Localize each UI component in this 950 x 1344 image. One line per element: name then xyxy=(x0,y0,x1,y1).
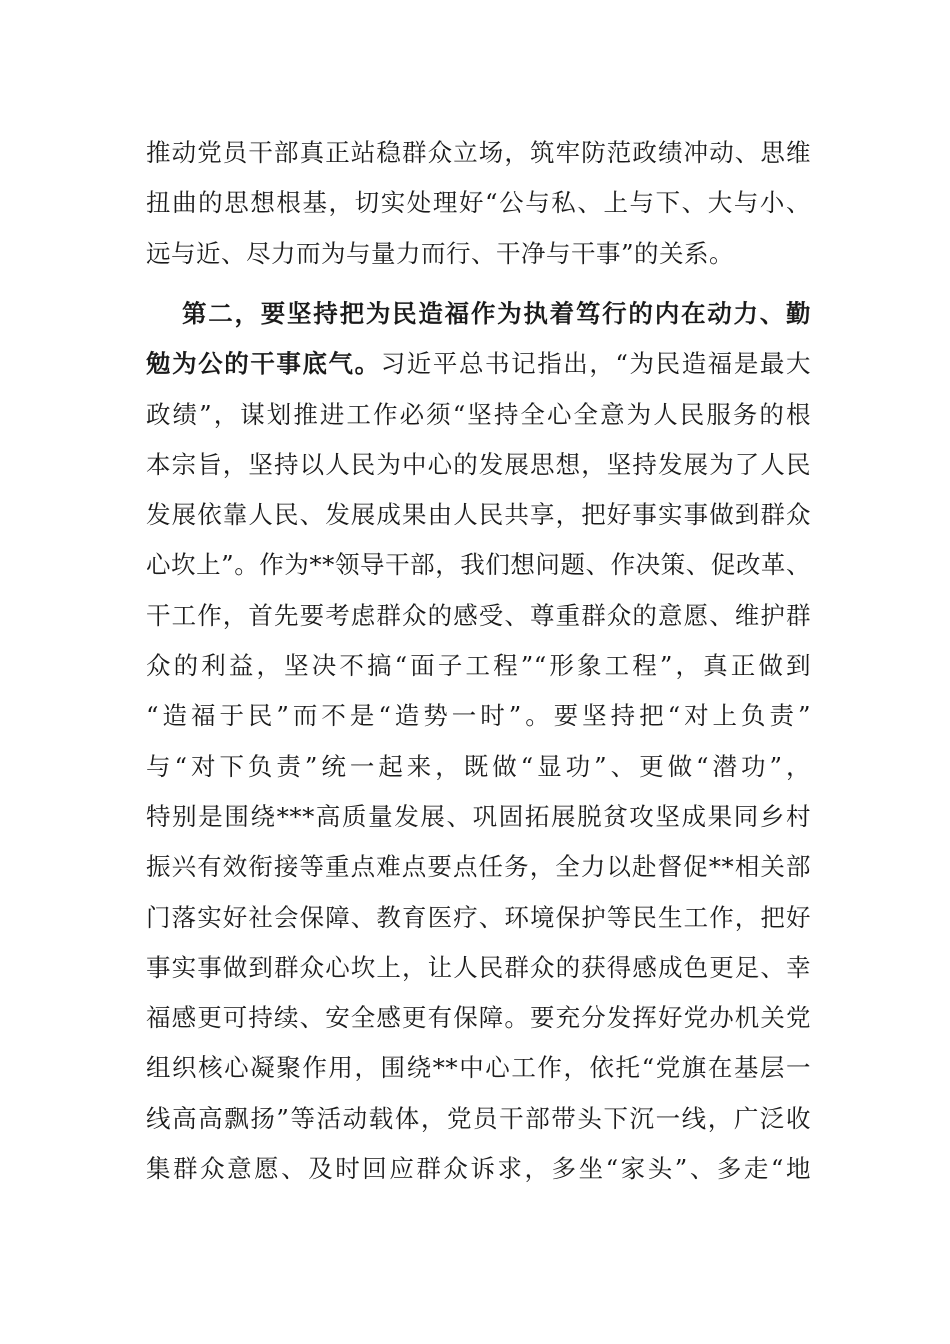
text-line: 众的利益，坚决不搞“面子工程”“形象工程”，真正做到 xyxy=(146,651,811,681)
text-line: 振兴有效衔接等重点难点要点任务，全力以赴督促**相关部 xyxy=(146,852,811,882)
text-line: 干工作，首先要考虑群众的感受、尊重群众的意愿、维护群 xyxy=(146,600,811,630)
text-segment: 习近平总书记指出，“为民造福是最大 xyxy=(380,349,812,379)
text-line: 与“对下负责”统一起来，既做“显功”、更做“潜功”， xyxy=(146,751,811,781)
text-line: 推动党员干部真正站稳群众立场，筑牢防范政绩冲动、思维 xyxy=(146,138,811,167)
text-line: 门落实好社会保障、教育医疗、环境保护等民生工作，把好 xyxy=(146,902,811,932)
text-line: 本宗旨，坚持以人民为中心的发展思想，坚持发展为了人民 xyxy=(146,449,811,479)
text-line: 政绩”，谋划推进工作必须“坚持全心全意为人民服务的根 xyxy=(146,399,811,429)
paragraph-heading-tail: 勉为公的干事底气。 xyxy=(146,349,381,379)
text-line: 集群众意愿、及时回应群众诉求，多坐“家头”、多走“地 xyxy=(146,1154,811,1184)
text-line: “造福于民”而不是“造势一时”。要坚持把“对上负责” xyxy=(146,701,811,731)
text-line: 远与近、尽力而为与量力而行、干净与干事”的关系。 xyxy=(146,238,735,268)
text-line: 心坎上”。作为**领导干部，我们想问题、作决策、促改革、 xyxy=(146,550,811,580)
text-line: 特别是围绕***高质量发展、巩固拓展脱贫攻坚成果同乡村 xyxy=(146,801,811,831)
text-line: 事实事做到群众心坎上，让人民群众的获得感成色更足、幸 xyxy=(146,952,811,982)
text-line: 发展依靠人民、发展成果由人民共享，把好事实事做到群众 xyxy=(146,500,811,530)
text-line-mixed xyxy=(146,339,811,389)
text-line: 组织核心凝聚作用，围绕**中心工作，依托“党旗在基层一 xyxy=(146,1053,811,1083)
text-line: 福感更可持续、安全感更有保障。要充分发挥好党办机关党 xyxy=(146,1003,811,1033)
paragraph-heading-line: 第二，要坚持把为民造福作为执着笃行的内在动力、勤 xyxy=(182,299,811,328)
paragraph-continuation xyxy=(146,128,811,279)
paragraph-second-point xyxy=(146,289,811,1194)
text-line: 线高高飘扬”等活动载体，党员干部带头下沉一线，广泛收 xyxy=(146,1103,811,1133)
text-line: 扭曲的思想根基，切实处理好“公与私、上与下、大与小、 xyxy=(146,188,811,218)
